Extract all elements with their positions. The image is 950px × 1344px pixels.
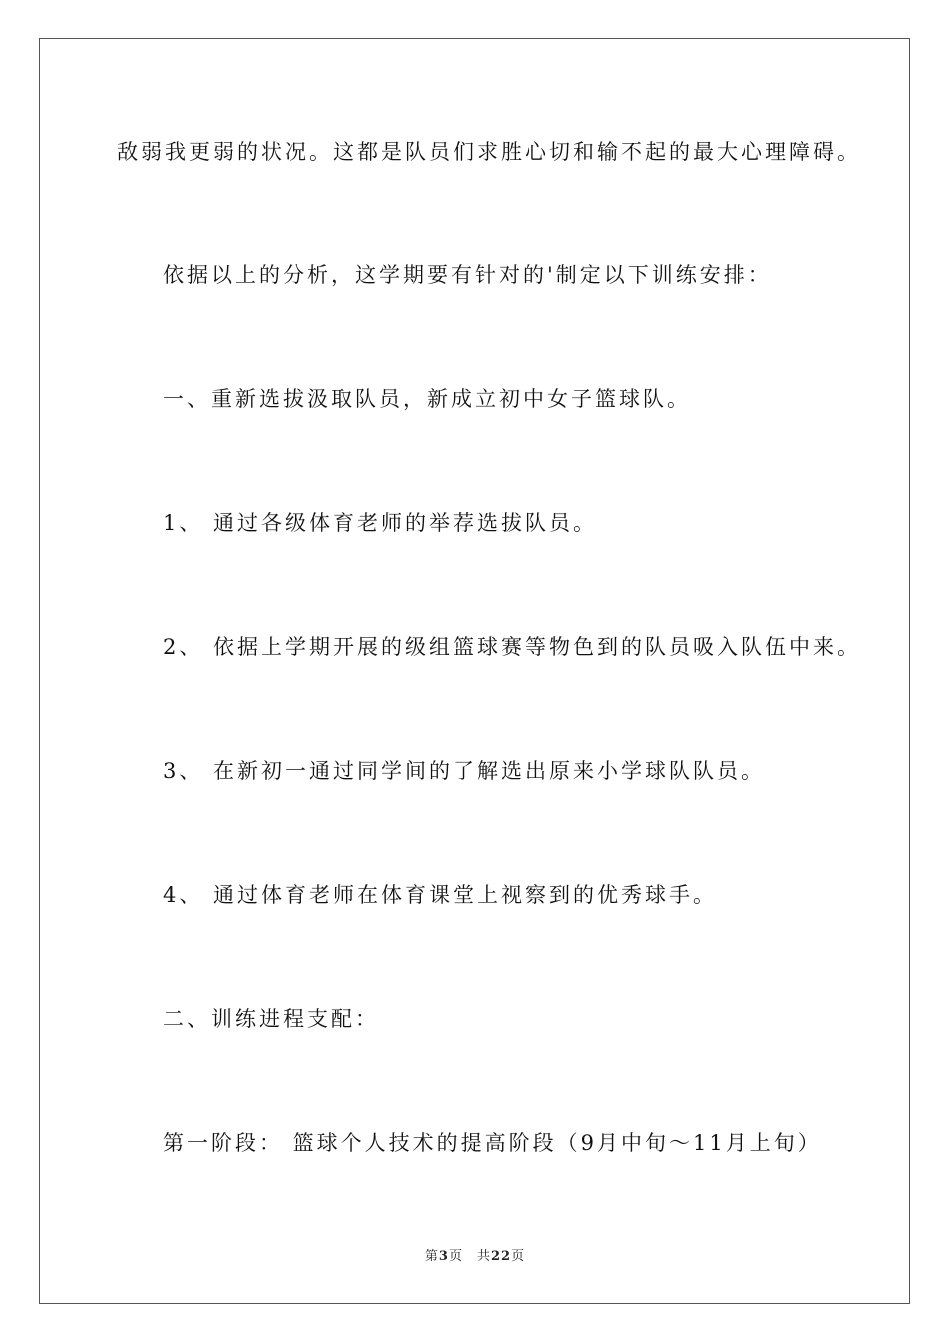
list-item-3: 3、 在新初一通过同学间的了解选出原来小学球队队员。: [163, 759, 766, 783]
list-item-2: 2、 依据上学期开展的级组篮球赛等物色到的队员吸入队伍中来。: [163, 635, 862, 659]
page-border: [39, 38, 910, 1304]
page-suffix: 页: [448, 1249, 463, 1264]
paragraph-1: 敌弱我更弱的状况。这都是队员们求胜心切和输不起的最大心理障碍。: [117, 140, 861, 164]
page-number: 3: [438, 1249, 449, 1264]
paragraph-2: 依据以上的分析，这学期要有针对的'制定以下训练安排：: [163, 263, 772, 287]
total-pages: 22: [490, 1249, 512, 1264]
page-prefix: 第: [424, 1249, 439, 1264]
total-suffix: 页: [511, 1249, 526, 1264]
section-heading-2: 二、训练进程支配：: [163, 1007, 379, 1031]
page-footer: [0, 1248, 950, 1266]
list-item-1: 1、 通过各级体育老师的举荐选拔队员。: [163, 511, 598, 535]
section-heading-1: 一、重新选拔汲取队员，新成立初中女子篮球队。: [163, 387, 691, 411]
stage-heading: 第一阶段： 篮球个人技术的提高阶段（9月中旬～11月上旬）: [163, 1131, 822, 1155]
total-prefix: 共: [476, 1249, 491, 1264]
list-item-4: 4、 通过体育老师在体育课堂上视察到的优秀球手。: [163, 883, 718, 907]
